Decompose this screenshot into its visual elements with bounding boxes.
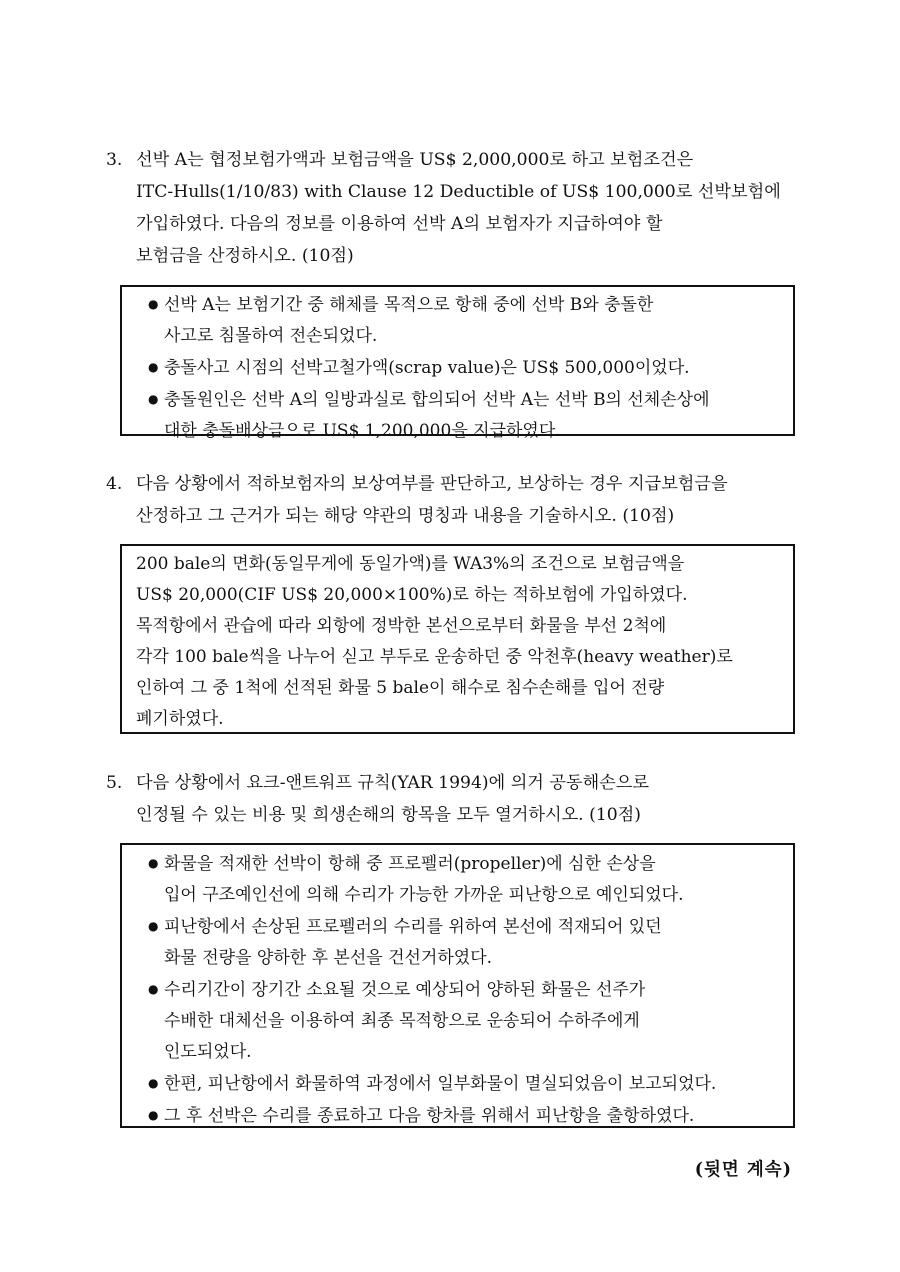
scenario-line: 목적항에서 관습에 따라 외항에 정박한 본선으로부터 화물을 부선 2척에	[136, 616, 667, 636]
continued-on-back-note: (뒷면 계속)	[694, 1160, 792, 1180]
question-4-number: 4.	[106, 474, 123, 494]
scenario-line: 200 bale의 면화(동일무게에 동일가액)를 WA3%의 조건으로 보험금액을	[136, 554, 685, 574]
question-5	[106, 767, 798, 831]
question-5-line: 5. 다음 상황에서 요크-앤트워프 규칙(YAR 1994)에 의거 공동해손으로	[106, 767, 798, 799]
bullet-item: ● 화물을 적재한 선박이 항해 중 프로펠러(propeller)에 심한 손상을 입어 구조예인선에 의해 수리가 가능한 가까운 피난항으로 예인되었다.	[122, 848, 793, 911]
bullet-item: ● 한편, 피난항에서 화물하역 과정에서 일부화물이 멸실되었음이 보고되었다.	[122, 1068, 793, 1100]
bullet-item: ● 충돌사고 시점의 선박고철가액(scrap value)은 US$ 500,000이었다.	[122, 352, 793, 384]
bullet-icon: ●	[148, 919, 159, 933]
question-5-number: 5.	[106, 773, 123, 793]
question-3	[106, 144, 798, 272]
question-3-line: ITC-Hulls(1/10/83) with Clause 12 Deductible of US$ 100,000로 선박보험에	[136, 182, 781, 202]
question-3-line: 3. 선박 A는 협정보험가액과 보험금액을 US$ 2,000,000로 하고 보험조건은	[106, 144, 798, 176]
bullet-icon: ●	[148, 1076, 159, 1090]
question-4-line: 4. 다음 상황에서 적하보험자의 보상여부를 판단하고, 보상하는 경우 지급보험금을	[106, 468, 798, 500]
scenario-line: 인하여 그 중 1척에 선적된 화물 5 bale이 해수로 침수손해를 입어 전량	[136, 678, 665, 698]
bullet-icon: ●	[148, 297, 159, 311]
bullet-item: ● 충돌원인은 선박 A의 일방과실로 합의되어 선박 A는 선박 B의 선체손상에 대한 충돌배상금으로 US$ 1,200,000을 지급하였다.	[122, 384, 793, 447]
question-3-line: 보험금을 산정하시오. (10점)	[136, 246, 354, 266]
scenario-line: US$ 20,000(CIF US$ 20,000×100%)로 하는 적하보험에 가입하였다.	[136, 585, 688, 605]
question-4-scenario-box	[120, 544, 795, 734]
bullet-icon: ●	[148, 360, 159, 374]
bullet-item: ● 선박 A는 보험기간 중 해체를 목적으로 항해 중에 선박 B와 충돌한 사고로 침몰하여 전손되었다.	[122, 289, 793, 352]
question-4	[106, 468, 798, 532]
scenario-line: 각각 100 bale씩을 나누어 싣고 부두로 운송하던 중 악천후(heavy weather)로	[136, 647, 733, 667]
scenario-line: 폐기하였다.	[136, 709, 224, 729]
bullet-item: ● 수리기간이 장기간 소요될 것으로 예상되어 양하된 화물은 선주가 수배한 대체선을 이용하여 최종 목적항으로 운송되어 수하주에게 인도되었다.	[122, 974, 793, 1068]
bullet-icon: ●	[148, 982, 159, 996]
bullet-item: ● 그 후 선박은 수리를 종료하고 다음 항차를 위해서 피난항을 출항하였다.	[122, 1100, 793, 1132]
question-3-number: 3.	[106, 150, 123, 170]
question-3-line: 가입하였다. 다음의 정보를 이용하여 선박 A의 보험자가 지급하여야 할	[136, 214, 663, 234]
bullet-item: ● 피난항에서 손상된 프로펠러의 수리를 위하여 본선에 적재되어 있던 화물 전량을 양하한 후 본선을 건선거하였다.	[122, 911, 793, 974]
question-4-line: 산정하고 그 근거가 되는 해당 약관의 명칭과 내용을 기술하시오. (10점)	[136, 506, 675, 526]
question-5-line: 인정될 수 있는 비용 및 희생손해의 항목을 모두 열거하시오. (10점)	[136, 805, 641, 825]
question-3-conditions-box	[120, 285, 795, 441]
bullet-icon: ●	[148, 856, 159, 870]
bullet-icon: ●	[148, 392, 159, 406]
question-5-facts-box	[120, 843, 795, 1128]
bullet-icon: ●	[148, 1108, 159, 1122]
